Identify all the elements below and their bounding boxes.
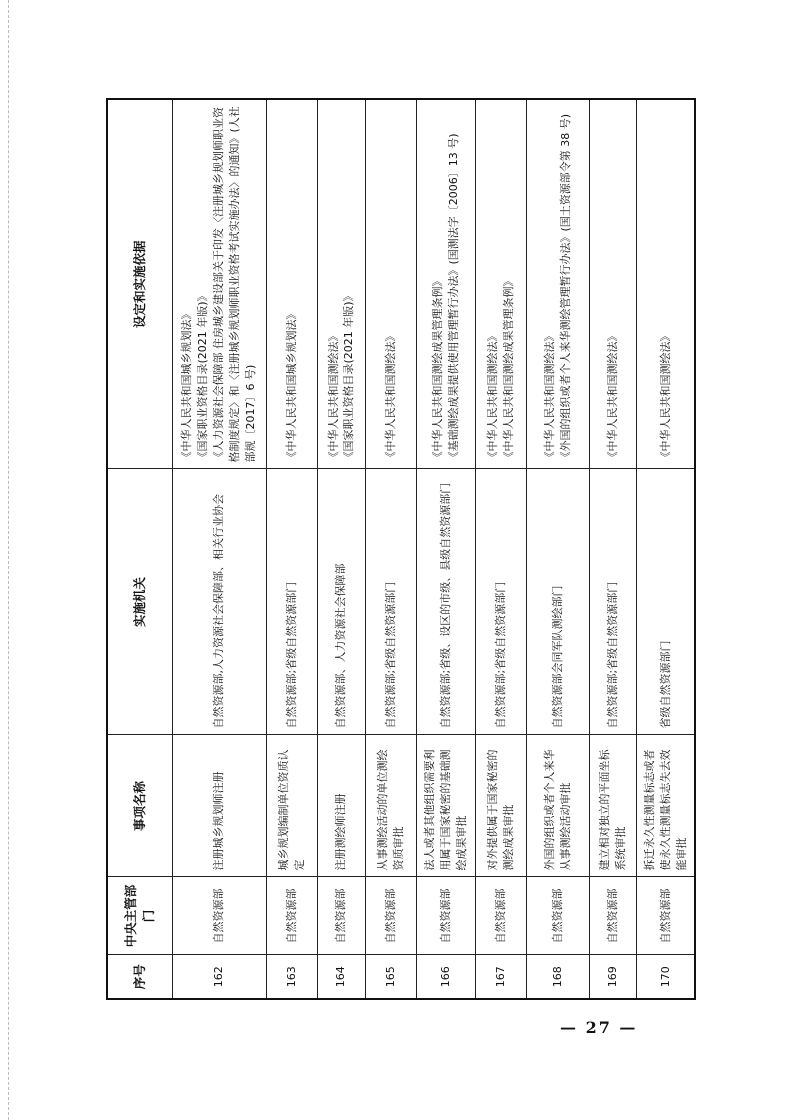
- row-implementing-agency: 自然资源部;省级自然资源部门: [266, 469, 317, 735]
- legal-basis-entry: 《外国的组织或者个人来华测绘管理暂行办法》(国土资源部令第 38 号): [559, 113, 573, 463]
- table-row: [637, 99, 695, 999]
- row-implementing-agency: 自然资源部会同军队测绘部门: [527, 469, 590, 735]
- header-implementing-agency: 实施机关: [107, 469, 173, 735]
- legal-basis-entry: 《中华人民共和国测绘法》: [486, 330, 500, 463]
- row-legal-basis: [317, 99, 366, 469]
- legal-basis-entry: 《人力资源社会保障部 住房城乡建设部关于印发〈注册城乡规划师职业资格制度规定〉和〈注册城乡规划师职业资格考试实施办法〉的通知》(人社部规〔2017〕6 号): [212, 106, 258, 463]
- table-row: [266, 99, 317, 999]
- row-item-name: 对外提供属于国家秘密的测绘成果审批: [476, 735, 527, 877]
- row-item-name: 法人或者其他组织需要利用属于国家秘密的基础测绘成果审批: [417, 735, 476, 877]
- row-legal-basis: [366, 99, 417, 469]
- table-header-row: [107, 99, 173, 999]
- legal-basis-entry: 《中华人民共和国城乡规划法》: [284, 308, 298, 463]
- header-item-name: 事项名称: [107, 735, 173, 877]
- row-legal-basis: [266, 99, 317, 469]
- row-implementing-agency: 自然资源部;省级、设区的市级、县级自然资源部门: [417, 469, 476, 735]
- approval-items-table: [106, 98, 696, 1000]
- row-item-name: 拆迁永久性测量标志或者使永久性测量标志失去效能审批: [637, 735, 695, 877]
- legal-basis-entry: 《中华人民共和国测绘成果管理条例》: [431, 275, 445, 463]
- row-legal-basis: [173, 99, 267, 469]
- header-central-department: 中央主管部门: [107, 877, 173, 955]
- row-central-department: 自然资源部: [173, 877, 267, 955]
- row-central-department: 自然资源部: [366, 877, 417, 955]
- legal-basis-entry: 《基础测绘成果提供使用管理暂行办法》(国测法字〔2006〕13 号): [447, 133, 461, 463]
- row-implementing-agency: 自然资源部;省级自然资源部门: [366, 469, 417, 735]
- legal-basis-entry: 《中华人民共和国测绘法》: [658, 330, 672, 463]
- legal-basis-entry: 《中华人民共和国测绘成果管理条例》: [502, 275, 516, 463]
- row-central-department: 自然资源部: [637, 877, 695, 955]
- row-legal-basis: [590, 99, 637, 469]
- row-implementing-agency: 自然资源部;省级自然资源部门: [590, 469, 637, 735]
- rotated-page: [106, 100, 696, 1000]
- row-item-name: 注册测绘师注册: [317, 735, 366, 877]
- row-implementing-agency: 自然资源部;省级自然资源部门: [476, 469, 527, 735]
- row-serial-no: 166: [417, 955, 476, 999]
- row-central-department: 自然资源部: [317, 877, 366, 955]
- row-item-name: 外国的组织或者个人来华从事测绘活动审批: [527, 735, 590, 877]
- row-legal-basis: [417, 99, 476, 469]
- row-central-department: 自然资源部: [266, 877, 317, 955]
- table-row: [590, 99, 637, 999]
- row-serial-no: 164: [317, 955, 366, 999]
- legal-basis-entry: 《国家职业资格目录(2021 年版)》: [196, 290, 210, 463]
- row-central-department: 自然资源部: [476, 877, 527, 955]
- table-row: [527, 99, 590, 999]
- row-central-department: 自然资源部: [590, 877, 637, 955]
- table-row: [417, 99, 476, 999]
- row-serial-no: 169: [590, 955, 637, 999]
- row-serial-no: 170: [637, 955, 695, 999]
- row-serial-no: 168: [527, 955, 590, 999]
- row-serial-no: 167: [476, 955, 527, 999]
- row-implementing-agency: 省级自然资源部门: [637, 469, 695, 735]
- row-serial-no: 165: [366, 955, 417, 999]
- legal-basis-entry: 《中华人民共和国测绘法》: [326, 330, 340, 463]
- row-central-department: 自然资源部: [527, 877, 590, 955]
- table-row: [317, 99, 366, 999]
- table-row: [476, 99, 527, 999]
- row-central-department: 自然资源部: [417, 877, 476, 955]
- row-item-name: 从事测绘活动的单位测绘资质审批: [366, 735, 417, 877]
- legal-basis-entry: 《中华人民共和国测绘法》: [606, 330, 620, 463]
- binding-margin-line: [8, 0, 9, 1120]
- page-number: — 27 —: [560, 1018, 638, 1037]
- row-item-name: 建立相对独立的平面坐标系统审批: [590, 735, 637, 877]
- row-serial-no: 162: [173, 955, 267, 999]
- legal-basis-entry: 《国家职业资格目录(2021 年版)》: [342, 290, 356, 463]
- row-item-name: 城乡规划编制单位资质认定: [266, 735, 317, 877]
- row-legal-basis: [637, 99, 695, 469]
- row-implementing-agency: 自然资源部、人力资源社会保障部: [317, 469, 366, 735]
- row-implementing-agency: 自然资源部,人力资源社会保障部、相关行业协会: [173, 469, 267, 735]
- header-serial-no: 序号: [107, 955, 173, 999]
- header-legal-basis: 设定和实施依据: [107, 99, 173, 469]
- row-legal-basis: [476, 99, 527, 469]
- legal-basis-entry: 《中华人民共和国城乡规划法》: [180, 308, 194, 463]
- table-row: [366, 99, 417, 999]
- table-row: [173, 99, 267, 999]
- row-serial-no: 163: [266, 955, 317, 999]
- row-legal-basis: [527, 99, 590, 469]
- legal-basis-entry: 《中华人民共和国测绘法》: [543, 330, 557, 463]
- row-item-name: 注册城乡规划师注册: [173, 735, 267, 877]
- legal-basis-entry: 《中华人民共和国测绘法》: [384, 330, 398, 463]
